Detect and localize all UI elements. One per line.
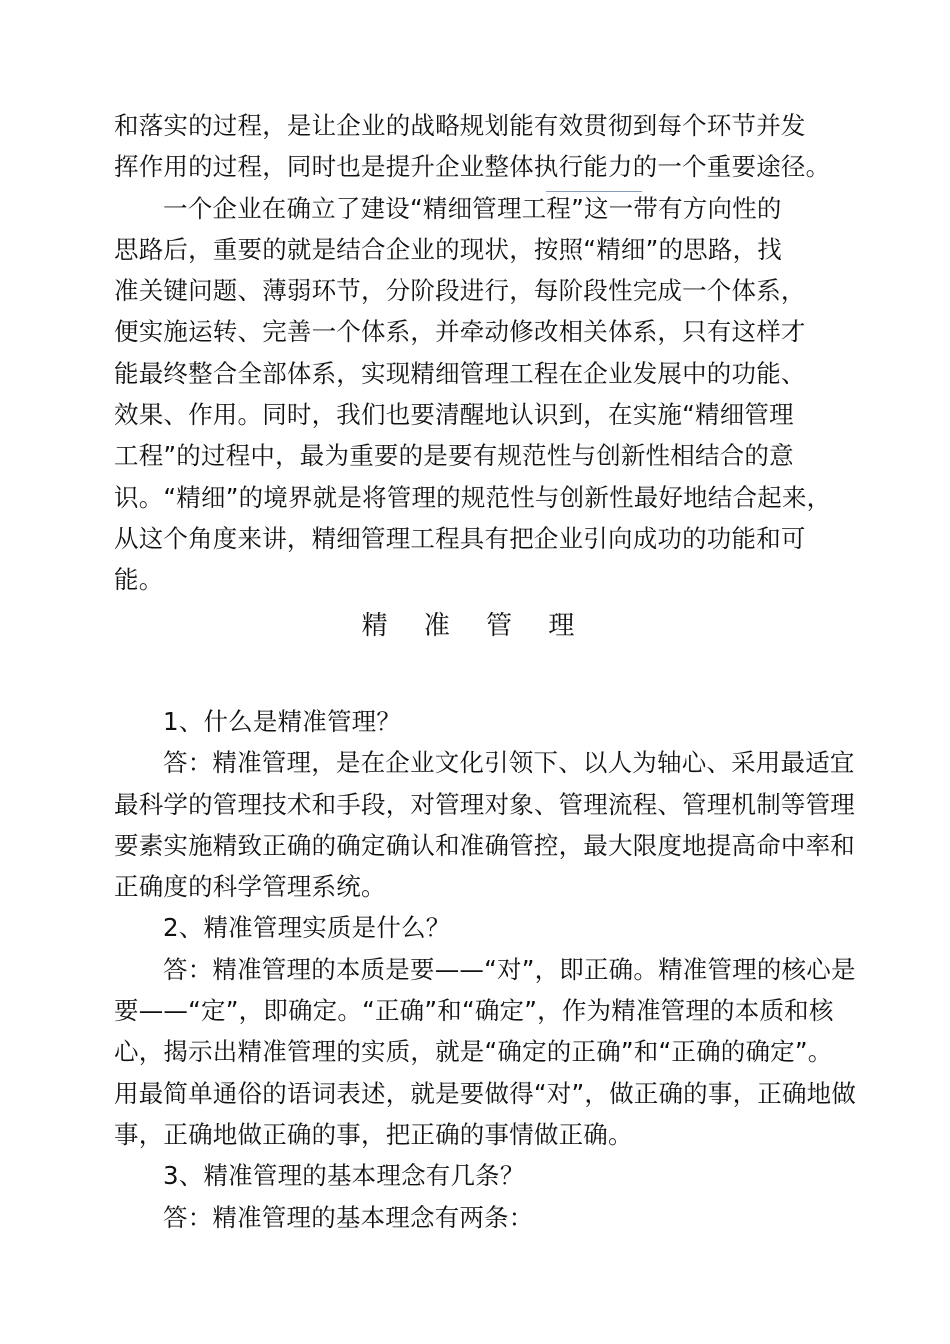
text-line: 用最简单通俗的语词表述，就是要做得“对”，做正确的事，正确地做 <box>114 1078 857 1108</box>
text-line: 工程”的过程中，最为重要的是要有规范性与创新性相结合的意 <box>114 441 794 471</box>
text-line: 最科学的管理技术和手段，对管理对象、管理流程、管理机制等管理 <box>114 789 855 819</box>
body-text-block-2 <box>114 701 857 1238</box>
text-line: 要——“定”，即确定。“正确”和“确定”，作为精准管理的本质和核 <box>114 996 834 1026</box>
text-line: 正确度的科学管理系统。 <box>114 872 386 902</box>
text-line: 效果、作用。同时，我们也要清醒地认识到，在实施“精细管理 <box>114 400 794 430</box>
text-line: 便实施运转、完善一个体系，并牵动修改相关体系，只有这样才 <box>114 317 806 347</box>
editor-underline-mark <box>546 191 642 192</box>
question-heading: 3、精准管理的基本理念有几条？ <box>163 1161 525 1191</box>
text-line: 能。 <box>114 565 164 595</box>
body-text-block-1 <box>114 105 842 601</box>
text-line: 能最终整合全部体系，实现精细管理工程在企业发展中的功能、 <box>114 358 806 388</box>
text-line: 心，揭示出精准管理的实质，就是“确定的正确”和“正确的确定”。 <box>114 1037 833 1067</box>
question-heading: 2、精准管理实质是什么？ <box>163 913 451 943</box>
text-line: 思路后，重要的就是结合企业的现状，按照“精细”的思路，找 <box>114 234 782 264</box>
text-line: 和落实的过程，是让企业的战略规划能有效贯彻到每个环节并发 <box>114 111 806 140</box>
question-heading: 1、什么是精准管理？ <box>163 707 402 736</box>
section-title: 精 准 管 理 <box>361 611 589 641</box>
text-line: 答：精准管理的基本理念有两条： <box>163 1202 534 1232</box>
text-line: 挥作用的过程，同时也是提升企业整体执行能力的一个重要途径。 <box>114 152 831 182</box>
text-line: 识。“精细”的境界就是将管理的规范性与创新性最好地结合起来， <box>114 482 832 512</box>
text-line: 从这个角度来讲，精细管理工程具有把企业引向成功的功能和可 <box>114 523 806 553</box>
text-line: 要素实施精致正确的确定确认和准确管控，最大限度地提高命中率和 <box>114 830 855 860</box>
text-line: 事，正确地做正确的事，把正确的事情做正确。 <box>114 1119 633 1149</box>
text-line: 一个企业在确立了建设“精细管理工程”这一带有方向性的 <box>163 193 782 223</box>
text-line: 答：精准管理的本质是要——“对”，即正确。精准管理的核心是 <box>163 954 856 984</box>
text-line: 答：精准管理，是在企业文化引领下、以人为轴心、采用最适宜 <box>163 748 855 778</box>
text-line: 准关键问题、薄弱环节，分阶段进行，每阶段性完成一个体系， <box>114 276 806 306</box>
